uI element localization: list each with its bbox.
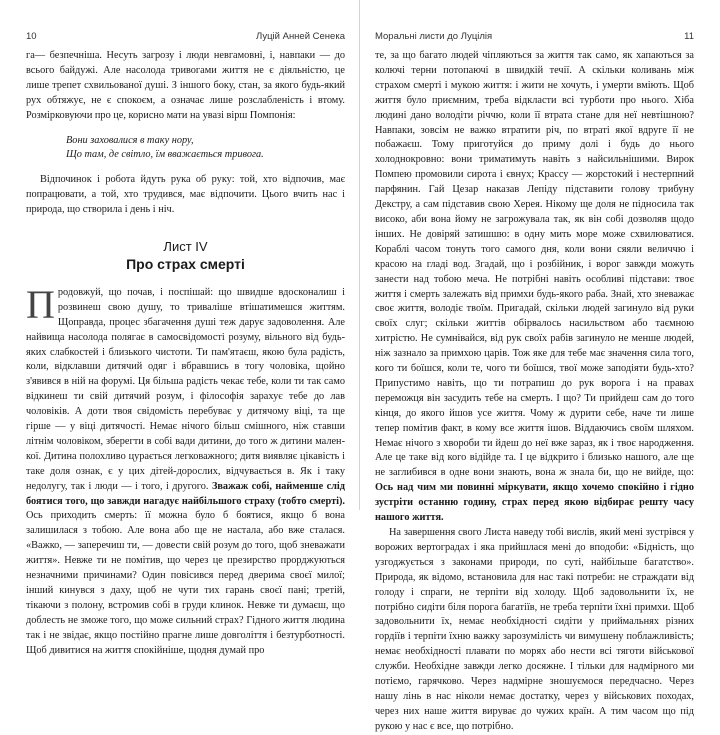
paragraph xyxy=(26,281,346,659)
paragraph xyxy=(375,49,694,526)
left-page xyxy=(17,0,354,656)
paragraph-text: родовжуй, що почав, і поспішай: що швидше вдосконалиш і розвинеш свою душу, то триваліше втішатимешся життям. Щоправда, процес збагачення душі теж дарує задоволення. Але найвища насолода полягає в самосвідомості розуму, вільного від будь-яких слабкостей і близького чистоти. Ти пам'ятаєш, якою була радість, коли, відклавши дитячий одяг і вбравшись в тогу чоловіка, щойно з'явився в ній на форумі. Ця більша радість чекає тебе, коли ти так само відкинеш ти свій дитячий розум, і філософія зарахує тебе до лав чоловіків. А доти твоя свідомість перебуває у дитячому віці, та ще гірше — у віці дитячості. Немає нічого більш смішного, ніж ставши літнім чоловіком, зберегти в собі вади дитини, до того ж дитини маленкої. Дитина полохливо цурається легковажного; дитя виявляє цікавість і таке доля ознак, є у цих дітей-дорослих, відчувається в. Як і таку недолугу, так і люди — і того, і другого. xyxy=(26,286,345,492)
paragraph-text: Ось приходить смерть: її можна було б боятися, якщо б вона залишилася з тобою. Але вона або ще не настала, або вже сталася. «Важко, — заперечиш ти, — довести свій розум до того, щоб зневажати життя». Невже ти не помітив, що через це презирство прорджуються незначними причинами? Один повісився перед дверима своєї милої; інший кинувся з даху, щоб не чути тих гарань своєї пані; третій, тікаючи з полону, встромив собі в груди клинок. Невже ти думаєш, що доблесть не зможе того, що може сильний страх? Гідного життя людина так і не звідає, якщо постійно прагне лише довголіття і безтурботності. Щоб дивитися на життя спокійніше, щодня думай про xyxy=(26,510,345,656)
right-page-header xyxy=(375,31,694,49)
emphasized-text: Зважаж собі, найменше слід боятися того, що завжди нагадує найбільшого страху (тобто смерті). xyxy=(26,480,346,507)
right-page xyxy=(366,0,703,732)
verse-line: Що там, де світло, їм вважається тривога. xyxy=(66,149,264,161)
verse-quote xyxy=(66,134,345,164)
running-title: Моральні листи до Луцілія xyxy=(375,31,493,42)
right-page-body xyxy=(375,49,694,735)
page-number: 10 xyxy=(26,31,37,42)
emphasized-text: Ось над чим ми повинні міркувати, якщо хочемо спокійно і гідно зустріти останню годину, страх перед якою відбирає решту часу нашого життя. xyxy=(375,482,694,524)
letter-number: Лист IV xyxy=(163,239,208,255)
left-page-header xyxy=(26,31,345,49)
paragraph: Відпочинок і робота йдуть рука об руку: той, хто відпочив, має попрацювати, а той, хто трудився, має відпочити. Цього вчить нас і природа, що створила і день і ніч. xyxy=(26,174,345,216)
paragraph: га— безпечніша. Несуть загрозу і люди невгамовні, і, навпаки — до всього байдужі. Але насолода тривогами життя не є діяльністю, це лише трепет схвильованої душі. З іншого боку, стан, за якого будь-який рух обтяжує, не є спокоєм, а означає лише розслабленість і втому. Розмірковуючи про це, корисно мати на увазі вірш Помпонія: xyxy=(26,50,345,121)
paragraph: На завершення свого Листа наведу тобі вислів, який мені зустрівся у ворожих вертоградах і яка прийшлася мені до вподоби: «Бідність, що узгоджується з законами природи, по суті, найбільше багатство». Природа, як відомо, встановила для нас такі потреби: не страждати від голоду і спраги, не терпіти від холоду. Щоб задовольнити їх, не потрібно сидіти біля порога багатіїв, не треба терпіти їхні примхи. Щоб задовольнити їх, немає необхідності сидіти у приймальнях різних гордіїв і терпіти їхню важку зарозумілість чи вимушену поблажливість; немає необхідності плавати по морях або нести всі тяготи військової служби. Необхідне завжди легко досяжне. І тільки для надмірного ми потіємо, гарячково. Через надмірне зношуємося передчасно. Через нашу лінь в нас ніколи немає достатку, через у військових походах, через них наше життя вируває до чужих країн. А тим часом що під рукою у нас є все, що потрібно. xyxy=(375,527,694,732)
paragraph-text: те, за що багато людей чіпляються за життя так само, як хапаються за колючі терни потопаючі в швидкій течії. А скільки коливань між страхом смерті і мукою життя: і жити не хочуть, і умерти вміють. Щоб життя було приємним, треба відкласти всі турботи про нього. Хіба людині дано володіти річчю, коли її втрата стане для неї невтішною? Навпаки, зовсім не важко втратити річ, по втраті якої вдруге її не побажаєш. Тому приготуйся до приму долі і будь до нього холоднокровно: вони триматимуть навіть з найсильнішими. Вирок Помпею промовили сирота і євнух; Крассу — жорстокий і нестерпний парфянин. Гай Цезар наказав Лепіду підставити голову трибуну Декстру, а сам підставив свою Херея. Нікому ще доля не підносила так високо, аби вона йому не загрожувала так, як він собі дозволяв щодо інших. Не довіряй затишшю: в одну мить море може схвилюватися. Кораблі часом тонуть того самого дня, коли вони сяяли величчю і красою на гладі вод. Згадай, що і розбійник, і ворог завжди можуть занести над тобою меча. Не потрібні навіть особливі підстави: твоє життя і смерть залежать від примхи будь-якого раба. Знай, хто зневажає своє життя, володіє твоїм. Пригадай, скільки людей загинуло від руки своїх слуг; скільки життів обірвалось насильством або таємною хитрістю. Не сумнівайся, від рук своїх рабів загинуло не менше людей, ніж зазнало за примхою царів. Тож яке для тебе має значення сила того, кого ти боїшся, коли те, чого ти боїшся, твої може заподіяти будь-хто? Припустимо навіть, що ти потрапиш до рук ворога і на правах переможця він засудить тебе на смерть. І що? Ти прийдеш сам до того кінця, до якого йшов усе життя. Чому ж дурити себе, наче ти лише тепер помітив факт, в кому все життя ішов. Віддаючись своїм шляхом. Немає нічого з хвороби ти йдеш до неї вже зараз, як і твоє народження. Але це таке від кого відійде та. І це відкрито і близько нашого, але ще не заглибився в одне вони знають, вона ж знала би, що не вийде, що: xyxy=(375,50,694,479)
running-title: Луцій Анней Сенека xyxy=(256,31,345,42)
page-number: 11 xyxy=(684,31,694,42)
book-gutter xyxy=(359,0,360,510)
verse-line: Вони заховалися в таку нору, xyxy=(66,134,194,146)
left-page-body xyxy=(26,49,345,659)
drop-cap: П xyxy=(26,281,55,327)
letter-title: Про страх смерті xyxy=(126,255,245,272)
